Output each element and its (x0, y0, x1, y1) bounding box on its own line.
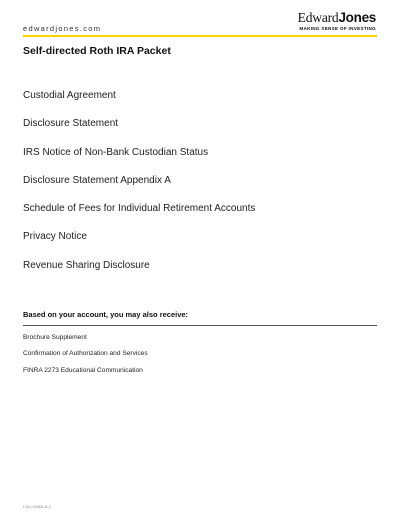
site-url: edwardjones.com (23, 24, 102, 33)
document-list (23, 90, 255, 288)
additional-documents-list (23, 334, 148, 383)
edward-jones-logo (298, 11, 376, 31)
additional-document-item: Confirmation of Authorization and Services (23, 350, 148, 358)
additional-document-item: Brochure Supplement (23, 334, 87, 341)
document-item: IRS Notice of Non-Bank Custodian Status (23, 146, 209, 158)
header-divider (23, 35, 377, 37)
logo-name-regular: Edward (297, 10, 339, 25)
form-code: LSU-19483-A-2 (23, 504, 51, 509)
document-item: Revenue Sharing Disclosure (23, 259, 150, 271)
document-item: Disclosure Statement Appendix A (23, 174, 171, 186)
packet-title: Self-directed Roth IRA Packet (23, 45, 171, 57)
section-divider (23, 325, 377, 326)
logo-wordmark (298, 11, 376, 25)
additional-document-item: FINRA 2273 Educational Communication (23, 366, 143, 374)
document-item: Disclosure Statement (23, 118, 119, 130)
additional-documents-heading: Based on your account, you may also receive: (23, 310, 189, 319)
document-item: Schedule of Fees for Individual Retirement Accounts (23, 203, 256, 215)
document-item: Custodial Agreement (23, 90, 116, 101)
logo-tagline: MAKING SENSE OF INVESTING (299, 26, 376, 31)
document-item: Privacy Notice (23, 231, 87, 243)
logo-name-bold: Jones (338, 10, 376, 25)
